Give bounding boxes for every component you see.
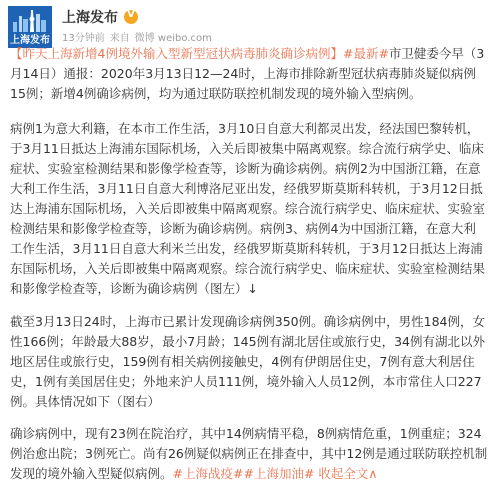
post-content: [10, 44, 488, 499]
cumulative-text: 截至3月13日24时，上海市已累计发现确诊病例350例。确诊病例中，男性184例，女性166例；年龄最大88岁，最小7月龄；145例有湖北居住或旅行史，34例有湖北以外地区居住或旅行史，159例有相关病例接触史，4例有伊朗居住史，7例有意大利居住史，1例有美国居住史；外地来沪人员111例，境外输入人员12例，本市常住人口227例。具体情况如下（图右）: [10, 314, 485, 409]
collapse-arrow-icon: ∧: [368, 466, 378, 481]
name-row: [62, 7, 138, 27]
username-link[interactable]: 上海发布: [62, 10, 118, 26]
status-text: 确诊病例中，现有23例在院治疗，其中14例病情平稳，8例病情危重，1例重症；324例治愈出院；3例死亡。尚有26例疑似病例正在排查中，其中12例是通过联防联控机制发现的境外输入型疑似病例。: [10, 426, 488, 481]
post-header: [0, 0, 495, 48]
source-prefix: 来自: [109, 33, 130, 44]
post-meta: [62, 29, 212, 44]
headline-hashtag[interactable]: 【昨天上海新增4例境外输入型新型冠状病毒肺炎确诊病例】: [10, 46, 343, 61]
hashtag-shanghai-cheer[interactable]: #上海加油#: [243, 466, 315, 481]
down-arrow-icon: ↓: [247, 281, 258, 296]
verified-badge-icon: [124, 10, 138, 24]
skyline-logo-icon: [10, 10, 50, 32]
cases-text: 病例1为意大利籍，在本市工作生活，3月10日自意大利都灵出发，经法国巴黎转机，于3月11日抵达上海浦东国际机场，入关后即被集中隔离观察。综合流行病学史、临床症状、实验室检测结果和影像学检查等，诊断为确诊病例。病例2为中国浙江籍，在意大利工作生活，3月11日自意大利博洛尼亚出发，经俄罗斯莫斯科转机，于3月12日抵达上海浦东国际机场，入关后即被集中隔离观察。综合流行病学史、临床症状、实验室检测结果和影像学检查等，诊断为确诊病例。病例3、病例4为中国浙江籍，在意大利工作生活，3月11日自意大利米兰出发，经俄罗斯莫斯科转机，于3月12日抵达上海浦东国际机场，入关后即被集中隔离观察。综合流行病学史、临床症状、实验室检测结果和影像学检查等，诊断为确诊病例（图左）: [10, 121, 486, 296]
paragraph-status: [10, 424, 488, 484]
hashtag-shanghai-battle[interactable]: #上海战疫#: [172, 466, 244, 481]
latest-hashtag[interactable]: #最新#: [342, 46, 389, 61]
collapse-text-button[interactable]: [318, 466, 377, 481]
avatar[interactable]: [8, 6, 52, 48]
paragraph-cases: [10, 119, 488, 299]
paragraph-cumulative: [10, 312, 488, 412]
summary-text: 市卫健委今早（3月14日）通报：2020年3月13日12—24时，上海市排除新型冠状病毒肺炎疑似病例15例；新增4例确诊病例，均为通过联防联控机制发现的境外输入型病例。: [10, 46, 485, 101]
verified-glyph: V: [127, 9, 135, 20]
avatar-logo-text: 上海发布: [10, 35, 50, 46]
timestamp[interactable]: 13分钟前: [62, 33, 105, 44]
paragraph-summary: [10, 44, 488, 104]
source-link[interactable]: 微博 weibo.com: [134, 33, 212, 44]
collapse-label: 收起全文: [318, 466, 369, 481]
